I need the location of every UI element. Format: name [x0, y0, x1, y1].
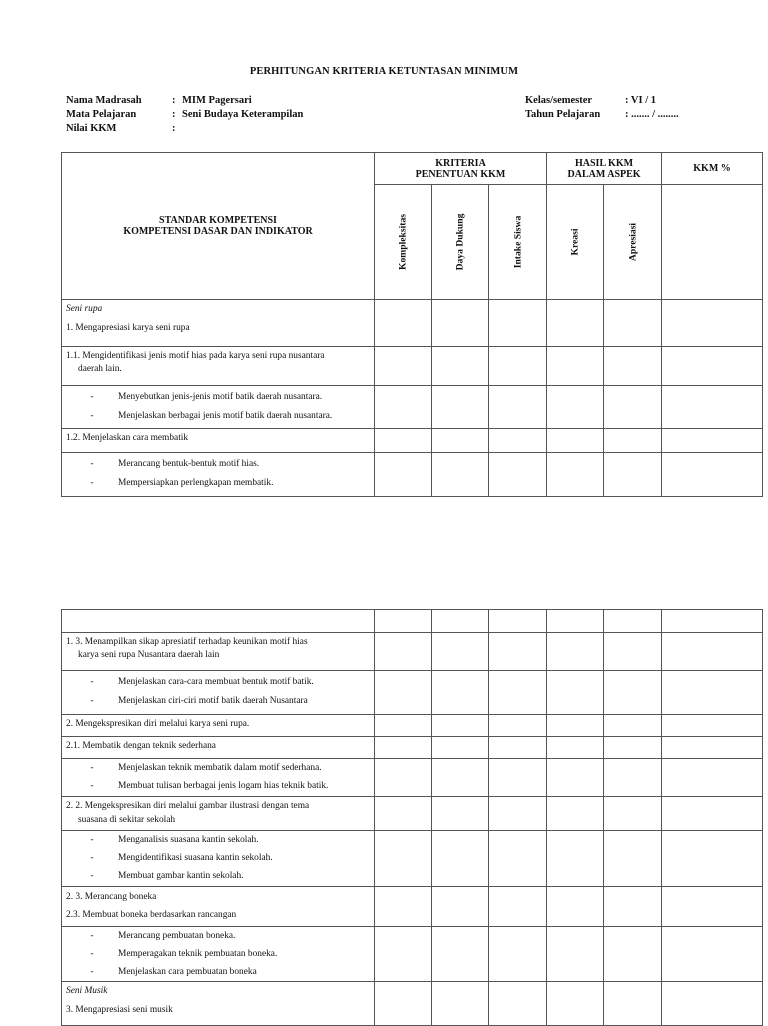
indicator-text: Menjelaskan cara pembuatan boneka [118, 967, 257, 977]
table-row [62, 671, 763, 715]
indicator-text: Merancang bentuk-bentuk motif hias. [118, 459, 260, 469]
kd13-line1: 1. 3. Menampilkan sikap apresiatif terhadap keunikan motif hias [66, 637, 308, 647]
kd22-line2: suasana di sekitar sekolah [78, 815, 176, 825]
kriteria-header-line2: PENENTUAN KKM [415, 168, 506, 180]
kd23-text: 2. 3. Merancang boneka [66, 892, 157, 902]
indicator-text: Menjelaskan berbagai jenis motif batik daerah nusantara. [118, 411, 333, 421]
kkm-pct-header: KKM % [662, 153, 763, 185]
meta-left: Nama Madrasah : MIM Pagersari Mata Pelajaran : Seni Budaya Keterampilan Nilai KKM : [66, 95, 304, 134]
table-row [62, 453, 763, 497]
row-cell [62, 982, 375, 1026]
row-cell: - Merancang pembuatan boneka. - Memperagakan teknik pembuatan boneka. - Menjelaskan cara pembuatan boneka [62, 927, 375, 982]
table-row [62, 300, 763, 347]
section-seni-rupa: Seni rupa [66, 304, 103, 314]
indicator-text: Menjelaskan teknik membatik dalam motif sederhana. [118, 763, 322, 773]
tahun-value: : ....... / ........ [625, 109, 679, 120]
row-cell: - Menganalisis suasana kantin sekolah. - Mengidentifikasi suasana kantin sekolah. - Membuat gambar kantin sekolah. [62, 831, 375, 887]
table-row [62, 887, 763, 927]
meta-right [525, 94, 679, 122]
kkm-table-1 [61, 152, 763, 497]
indicator-text: Membuat tulisan berbagai jenis logam hias teknik batik. [118, 781, 329, 791]
sk2-text: 2. Mengekspresikan diri melalui karya seni rupa. [62, 715, 375, 737]
row-cell: - Menjelaskan teknik membatik dalam motif sederhana. - Membuat tulisan berbagai jenis logam hias teknik batik. [62, 759, 375, 797]
row-cell: - Merancang bentuk-bentuk motif hias. - Mempersiapkan perlengkapan membatik. [62, 453, 375, 497]
row-cell [62, 300, 375, 347]
kelas-label: Kelas/semester [525, 95, 593, 106]
row-cell: - Menyebutkan jenis-jenis motif batik daerah nusantara. - Menjelaskan berbagai jenis motif batik daerah nusantara. [62, 386, 375, 429]
mata-pelajaran-value: Seni Budaya Keterampilan [182, 109, 304, 120]
kompleksitas-label: Kompleksitas [397, 214, 409, 270]
intake-label: Intake Siswa [512, 215, 524, 269]
indicator-text: Menjelaskan cara-cara membuat bentuk motif batik. [118, 677, 314, 687]
standar-header-line2: KOMPETENSI DASAR DAN INDIKATOR [123, 226, 313, 237]
kreasi-label: Kreasi [569, 228, 581, 256]
indicator-text: Memperagakan teknik pembuatan boneka. [118, 949, 278, 959]
nama-madrasah-label: Nama Madrasah [66, 95, 142, 106]
row-cell [62, 887, 375, 927]
kd21-text: 2.1. Membatik dengan teknik sederhana [62, 737, 375, 759]
indicator-text: Menjelaskan ciri-ciri motif batik daerah Nusantara [118, 696, 308, 706]
table-row [62, 831, 763, 887]
table-row [62, 927, 763, 982]
standar-header-line1: STANDAR KOMPETENSI [159, 215, 277, 226]
nilai-kkm-label: Nilai KKM [66, 123, 117, 134]
apresiasi-label: Apresiasi [627, 222, 639, 262]
table-row [62, 759, 763, 797]
table-row [62, 386, 763, 429]
sk1-text: 1. Mengapresiasi karya seni rupa [66, 323, 190, 333]
indicator-text: Menyebutkan jenis-jenis motif batik daerah nusantara. [118, 392, 323, 402]
kd13-line2: karya seni rupa Nusantara daerah lain [78, 650, 220, 660]
table-row [62, 633, 763, 671]
kd12-text: 1.2. Menjelaskan cara membatik [62, 429, 375, 453]
indicator-text: Membuat gambar kantin sekolah. [118, 871, 244, 881]
nama-madrasah-value: MIM Pagersari [182, 95, 252, 106]
kd11-line2: daerah lain. [78, 364, 122, 374]
intake-header [489, 185, 547, 300]
sk3-text: 3. Mengapresiasi seni musik [66, 1005, 173, 1015]
table-row [62, 737, 763, 759]
table-row [62, 347, 763, 386]
mata-pelajaran-label: Mata Pelajaran [66, 109, 137, 120]
daya-dukung-label: Daya Dukung [454, 213, 466, 271]
indicator-text: Menganalisis suasana kantin sekolah. [118, 835, 259, 845]
row-cell [62, 347, 375, 386]
section-seni-musik: Seni Musik [66, 986, 108, 996]
table-row [62, 715, 763, 737]
kd11-line1: 1.1. Mengidentifikasi jenis motif hias pada karya seni rupa nusantara [66, 351, 325, 361]
hasil-header [547, 153, 662, 185]
kriteria-header-line1: KRITERIA [435, 157, 486, 169]
table-row [62, 429, 763, 453]
row-cell [62, 633, 375, 671]
tahun-label: Tahun Pelajaran [525, 109, 601, 120]
kkm-pct-empty [662, 185, 763, 300]
indicator-text: Mengidentifikasi suasana kantin sekolah. [118, 853, 273, 863]
indicator-text: Mempersiapkan perlengkapan membatik. [118, 478, 274, 488]
apresiasi-header [604, 185, 662, 300]
kompleksitas-header [375, 185, 432, 300]
row-cell: - Menjelaskan cara-cara membuat bentuk motif batik. - Menjelaskan ciri-ciri motif batik daerah Nusantara [62, 671, 375, 715]
standar-header [62, 153, 375, 300]
document-title: PERHITUNGAN KRITERIA KETUNTASAN MINIMUM [249, 66, 519, 77]
kelas-value: : VI / 1 [625, 95, 657, 106]
table-row [62, 610, 763, 633]
hasil-header-line1: HASIL KKM [574, 157, 634, 169]
kriteria-header [375, 153, 547, 185]
table-row [62, 797, 763, 831]
indicator-text: Merancang pembuatan boneka. [118, 931, 236, 941]
kd22-line1: 2. 2. Mengekspresikan diri melalui gambar ilustrasi dengan tema [66, 801, 310, 811]
row-cell [62, 797, 375, 831]
table-row [62, 982, 763, 1026]
kkm-table-2 [61, 609, 763, 1026]
hasil-header-line2: DALAM ASPEK [567, 168, 641, 180]
kd23b-text: 2.3. Membuat boneka berdasarkan rancangan [66, 910, 237, 920]
kreasi-header [547, 185, 604, 300]
daya-dukung-header [432, 185, 489, 300]
